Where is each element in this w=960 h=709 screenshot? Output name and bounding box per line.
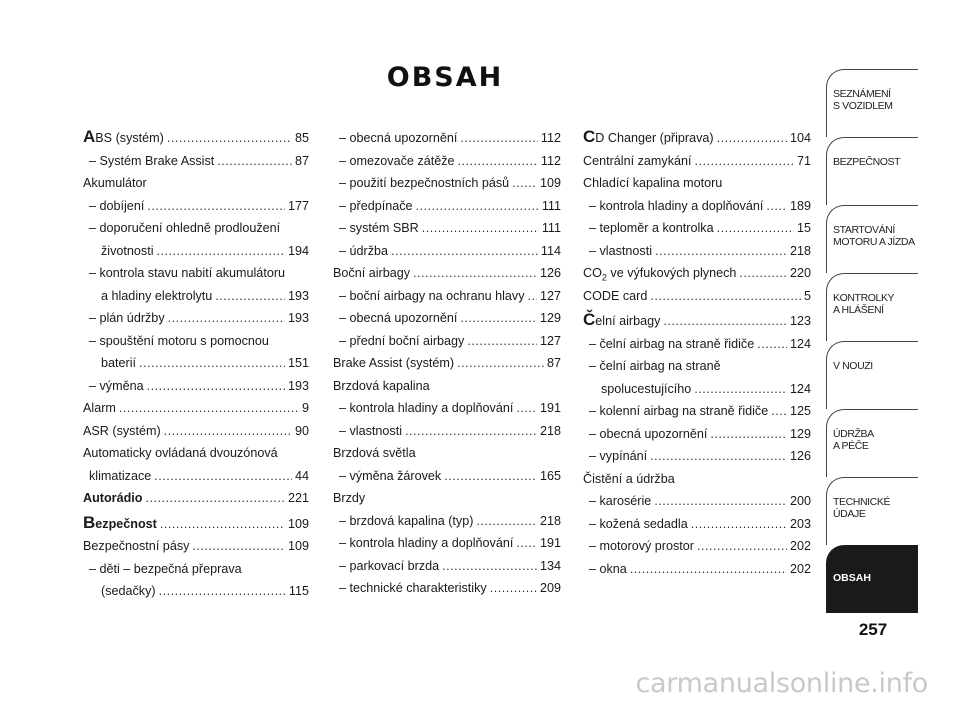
index-entry <box>83 558 309 581</box>
entry-label: ezpečnost <box>95 516 157 531</box>
index-entry <box>333 127 561 150</box>
entry-label: Automaticky ovládaná dvouzónová <box>83 446 278 460</box>
leader-dots <box>460 127 538 150</box>
entry-page: 193 <box>287 288 309 303</box>
entry-label: životnosti <box>101 243 154 258</box>
index-entry <box>333 465 561 488</box>
leader-dots <box>766 195 787 218</box>
leader-dots <box>413 262 537 285</box>
entry-label: elní airbagy <box>595 314 661 328</box>
leader-dots <box>147 375 285 398</box>
entry-label: – kolenní airbag na straně řidiče <box>589 404 769 418</box>
entry-label: Brzdy <box>333 491 366 505</box>
entry-label: – obecná upozornění <box>339 131 458 145</box>
index-entry <box>83 487 309 510</box>
entry-label: Centrální zamykání <box>583 153 692 168</box>
entry-label: $CO_2$ ve výfukových plynech <box>583 266 737 283</box>
index-entry <box>583 262 811 285</box>
entry-page: 87 <box>294 153 309 168</box>
entry-label: – spouštění motoru s pomocnou <box>89 333 269 348</box>
entry-page: 124 <box>789 381 811 396</box>
entry-page: 112 <box>540 153 561 168</box>
entry-label: – vlastnosti <box>339 423 402 438</box>
leader-dots <box>405 420 537 443</box>
index-entry <box>83 375 309 398</box>
index-entry <box>583 378 811 401</box>
index-entry <box>333 330 561 353</box>
entry-page: 44 <box>294 468 309 483</box>
leader-dots <box>157 240 285 263</box>
leader-dots <box>650 285 801 308</box>
entry-label: – výměna žárovek <box>339 468 442 483</box>
leader-dots <box>516 532 537 555</box>
entry-page: 193 <box>287 311 309 325</box>
index-column-2 <box>333 127 561 600</box>
leader-dots <box>694 378 787 401</box>
index-entry <box>583 445 811 468</box>
section-tabs <box>826 69 918 613</box>
tab-seznameni[interactable]: SEZNÁMENÍ S VOZIDLEM <box>826 69 918 137</box>
entry-label: – kontrola hladiny a doplňování <box>589 198 764 213</box>
entry-label: – technické charakteristiky <box>339 581 487 595</box>
index-entry <box>583 468 811 491</box>
index-entry <box>333 172 561 195</box>
entry-label: CODE card <box>583 288 648 303</box>
entry-page: 111 <box>541 198 561 213</box>
entry-label: – systém SBR <box>339 221 419 235</box>
entry-label: – výměna <box>89 378 144 393</box>
entry-label: – vlastnosti <box>589 243 652 258</box>
entry-label: – karosérie <box>589 494 652 508</box>
leader-dots <box>154 465 292 488</box>
entry-label: – teploměr a kontrolka <box>589 221 714 235</box>
index-entry <box>333 397 561 420</box>
leader-dots <box>476 510 537 533</box>
leader-dots <box>695 150 794 173</box>
entry-label: Bezpečnostní pásy <box>83 539 190 553</box>
entry-page: 202 <box>789 539 811 553</box>
entry-label: klimatizace <box>89 468 152 483</box>
entry-page: 209 <box>539 581 561 595</box>
leader-dots <box>663 310 787 333</box>
index-entry <box>83 217 309 240</box>
leader-dots <box>460 307 537 330</box>
leader-dots <box>490 577 537 600</box>
index-entry <box>333 555 561 578</box>
entry-label: D Changer (připrava) <box>595 131 714 145</box>
entry-label: Boční airbagy <box>333 266 411 280</box>
leader-dots <box>217 150 292 173</box>
entry-label: Akumulátor <box>83 176 147 190</box>
tab-kontrolky[interactable]: KONTROLKY A HLÁŠENÍ <box>826 273 918 341</box>
entry-page: 114 <box>540 243 561 258</box>
leader-dots <box>717 217 794 240</box>
index-entry <box>583 310 811 333</box>
entry-label: a hladiny elektrolytu <box>101 288 213 303</box>
section-initial: C <box>583 127 596 146</box>
entry-label: – čelní airbag na straně <box>589 359 721 373</box>
index-entry <box>83 172 309 195</box>
index-entry <box>83 240 309 263</box>
entry-page: 134 <box>539 558 561 573</box>
leader-dots <box>442 555 537 578</box>
tab-v-nouzi[interactable]: V NOUZI <box>826 341 918 409</box>
entry-page: 104 <box>789 131 811 145</box>
leader-dots <box>739 262 787 285</box>
index-entry <box>83 195 309 218</box>
entry-page: 189 <box>789 198 811 213</box>
entry-page: 203 <box>789 516 811 531</box>
index-column-3 <box>583 127 811 580</box>
leader-dots <box>422 217 539 240</box>
entry-label: – doporučení ohledně prodloužení <box>89 221 281 235</box>
entry-label: Alarm <box>83 401 116 415</box>
leader-dots <box>416 195 539 218</box>
entry-label: – kožená sedadla <box>589 516 688 531</box>
index-entry <box>333 195 561 218</box>
tab-obsah[interactable]: OBSAH <box>826 545 918 613</box>
entry-page: 129 <box>789 426 811 441</box>
leader-dots <box>215 285 285 308</box>
leader-dots <box>391 240 538 263</box>
entry-label: – kontrola hladiny a doplňování <box>339 536 514 550</box>
entry-page: 177 <box>287 198 309 213</box>
leader-dots <box>691 513 787 536</box>
leader-dots <box>119 397 299 420</box>
index-entry <box>83 262 309 285</box>
entry-page: 85 <box>294 131 309 145</box>
leader-dots <box>467 330 537 353</box>
index-entry <box>83 150 309 173</box>
index-entry <box>583 558 811 581</box>
entry-page: 125 <box>789 404 811 418</box>
index-entry <box>333 285 561 308</box>
entry-page: 87 <box>546 356 561 370</box>
entry-label: spolucestujícího <box>601 381 692 396</box>
index-entry <box>83 397 309 420</box>
index-entry <box>583 150 811 173</box>
entry-page: 127 <box>539 288 561 303</box>
tab-bezpecnost[interactable]: BEZPEČNOST <box>826 137 918 205</box>
leader-dots <box>512 172 537 195</box>
entry-page: 129 <box>539 311 561 325</box>
entry-label: – obecná upozornění <box>339 311 458 325</box>
entry-page: 200 <box>789 494 811 508</box>
index-entry <box>83 465 309 488</box>
entry-page: 151 <box>287 356 309 370</box>
index-entry <box>583 127 811 150</box>
leader-dots <box>192 535 285 558</box>
index-entry <box>583 217 811 240</box>
entry-label: – omezovače zátěže <box>339 153 455 168</box>
entry-label: – použití bezpečnostních pásů <box>339 176 510 190</box>
entry-page: 111 <box>541 221 561 235</box>
entry-page: 90 <box>294 423 309 438</box>
entry-label: – plán údržby <box>89 311 165 325</box>
entry-label: – brzdová kapalina (typ) <box>339 513 474 528</box>
leader-dots <box>717 127 787 150</box>
section-initial: A <box>83 127 96 146</box>
entry-page: 126 <box>789 449 811 463</box>
entry-page: 112 <box>540 131 561 145</box>
leader-dots <box>167 127 292 150</box>
entry-label: – děti – bezpečná přeprava <box>89 561 242 576</box>
index-entry <box>583 333 811 356</box>
index-entry <box>583 285 811 308</box>
index-entry <box>333 442 561 465</box>
leader-dots <box>444 465 537 488</box>
leader-dots <box>654 490 787 513</box>
index-entry <box>333 307 561 330</box>
index-entry <box>83 285 309 308</box>
tab-startovani[interactable]: STARTOVÁNÍ MOTORU A JÍZDA <box>826 205 918 273</box>
index-column-1 <box>83 127 309 603</box>
index-entry <box>83 127 309 150</box>
entry-page: 127 <box>539 333 561 348</box>
index-entry <box>583 490 811 513</box>
entry-page: 218 <box>539 423 561 438</box>
entry-page: 193 <box>287 378 309 393</box>
index-entry <box>83 535 309 558</box>
entry-label: – parkovací brzda <box>339 558 440 573</box>
entry-page: 71 <box>796 153 811 168</box>
entry-page: 221 <box>287 491 309 505</box>
entry-label: – kontrola stavu nabití akumulátoru <box>89 266 286 280</box>
entry-label: – dobíjení <box>89 198 145 213</box>
leader-dots <box>145 487 285 510</box>
entry-label: – boční airbagy na ochranu hlavy <box>339 288 525 303</box>
entry-label: – Systém Brake Assist <box>89 153 215 168</box>
leader-dots <box>139 352 285 375</box>
index-entry <box>583 535 811 558</box>
index-entry <box>83 442 309 465</box>
entry-page: 109 <box>287 539 309 553</box>
tab-udrzba[interactable]: ÚDRŽBA A PÉČE <box>826 409 918 477</box>
tab-technicke-udaje[interactable]: TECHNICKÉ ÚDAJE <box>826 477 918 545</box>
entry-label: – okna <box>589 561 627 576</box>
index-entry <box>583 400 811 423</box>
leader-dots <box>528 285 537 308</box>
entry-label: – obecná upozornění <box>589 426 708 441</box>
index-entry <box>83 420 309 443</box>
index-entry <box>83 352 309 375</box>
entry-label: Čistění a údržba <box>583 471 675 486</box>
leader-dots <box>650 445 787 468</box>
index-entry <box>333 217 561 240</box>
leader-dots <box>457 352 544 375</box>
entry-label: Autorádio <box>83 491 143 505</box>
index-entry <box>583 195 811 218</box>
leader-dots <box>630 558 787 581</box>
index-entry <box>333 487 561 510</box>
index-entry <box>333 420 561 443</box>
index-entry <box>83 307 309 330</box>
index-entry <box>333 375 561 398</box>
entry-label: ASR (systém) <box>83 423 161 438</box>
leader-dots <box>771 400 787 423</box>
entry-page: 218 <box>789 243 811 258</box>
entry-label: – údržba <box>339 243 389 258</box>
leader-dots <box>159 580 286 603</box>
entry-page: 194 <box>287 243 309 258</box>
entry-page: 126 <box>539 266 561 280</box>
index-entry <box>583 423 811 446</box>
entry-page: 9 <box>301 401 309 415</box>
leader-dots <box>458 150 538 173</box>
leader-dots <box>697 535 787 558</box>
entry-page: 191 <box>539 536 561 550</box>
entry-label: – motorový prostor <box>589 539 694 553</box>
index-entry <box>333 150 561 173</box>
entry-page: 218 <box>539 513 561 528</box>
entry-page: 5 <box>803 288 811 303</box>
entry-label: Chladící kapalina motoru <box>583 176 723 190</box>
index-entry <box>83 580 309 603</box>
index-entry <box>583 513 811 536</box>
entry-page: 165 <box>539 468 561 483</box>
index-entry <box>333 510 561 533</box>
index-entry <box>583 355 811 378</box>
entry-label: BS (systém) <box>95 131 164 145</box>
entry-label: Brake Assist (systém) <box>333 356 455 370</box>
entry-page: 115 <box>288 584 309 598</box>
section-initial: Č <box>583 310 596 329</box>
leader-dots <box>710 423 787 446</box>
index-entry <box>583 172 811 195</box>
leader-dots <box>516 397 537 420</box>
entry-label: Brzdová kapalina <box>333 378 430 393</box>
entry-page: 15 <box>796 221 811 235</box>
index-entry <box>333 532 561 555</box>
entry-label: – čelní airbag na straně řidiče <box>589 336 755 351</box>
entry-page: 123 <box>789 314 811 328</box>
leader-dots <box>160 513 285 536</box>
leader-dots <box>757 333 787 356</box>
index-entry <box>333 577 561 600</box>
index-entry <box>333 240 561 263</box>
page-number: 257 <box>858 620 888 639</box>
page-title: OBSAH <box>386 62 504 93</box>
entry-page: 191 <box>539 401 561 415</box>
entry-page: 124 <box>789 336 811 351</box>
index-entry <box>83 330 309 353</box>
index-entry <box>83 513 309 536</box>
index-entry <box>333 352 561 375</box>
leader-dots <box>147 195 285 218</box>
entry-label: – předpínače <box>339 198 413 213</box>
entry-page: 109 <box>539 176 561 190</box>
section-initial: B <box>83 512 96 532</box>
index-entry <box>333 262 561 285</box>
entry-label: – kontrola hladiny a doplňování <box>339 401 514 415</box>
entry-label: – vypínání <box>589 449 648 463</box>
leader-dots <box>164 420 292 443</box>
entry-label: baterií <box>101 356 137 370</box>
entry-page: 220 <box>789 266 811 280</box>
entry-page: 109 <box>287 516 309 531</box>
index-entry <box>583 240 811 263</box>
entry-label: Brzdová světla <box>333 446 416 460</box>
entry-label: (sedačky) <box>101 584 156 598</box>
entry-label: – přední boční airbagy <box>339 333 465 348</box>
leader-dots <box>168 307 285 330</box>
entry-page: 202 <box>789 561 811 576</box>
watermark: carmanualsonline.info <box>635 668 928 699</box>
leader-dots <box>655 240 787 263</box>
